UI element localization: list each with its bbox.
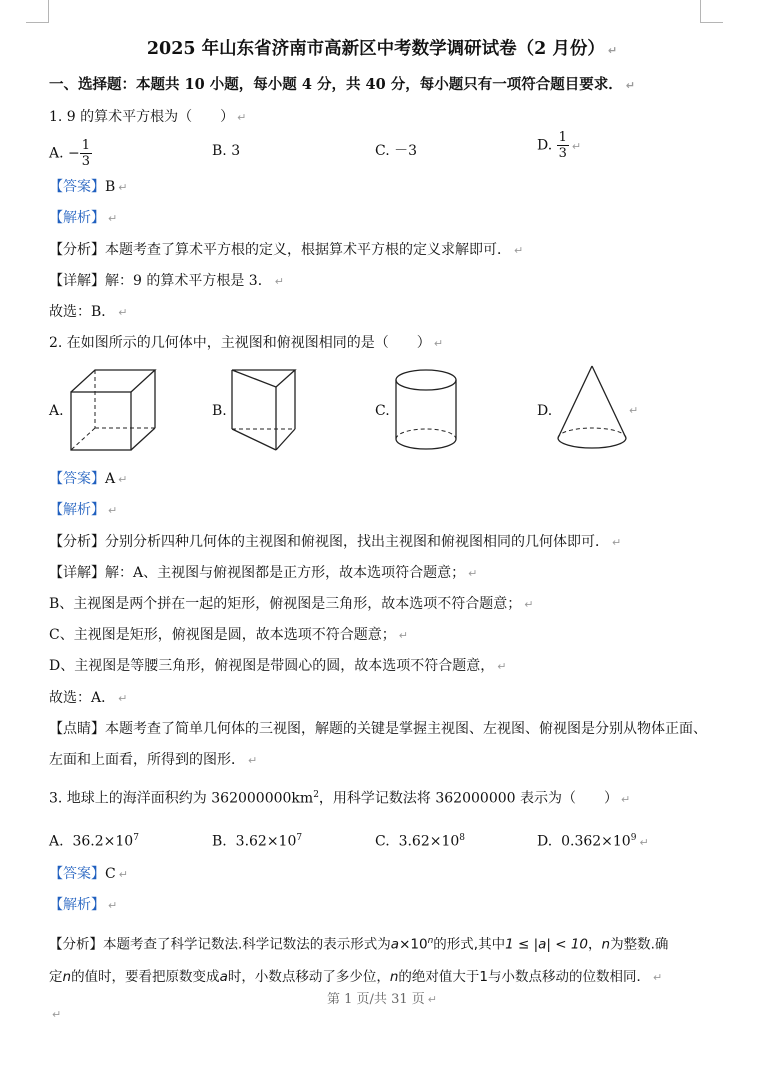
q2-xiangjie: 【详解】解：A、主视图与俯视图都是正方形，故本选项符合题意； ↵: [49, 565, 478, 581]
q1-choice: 故选：B． ↵: [49, 304, 128, 320]
q3-option-a: A. $36.2\times 10^7$: [49, 833, 139, 850]
q3-option-d: D. $0.362\times 10^9$ ↵: [537, 833, 649, 850]
q1-option-d: D. $\frac{1}{3}$ ↵: [537, 130, 582, 161]
fraction: $\frac{1}{3}$: [558, 130, 567, 161]
q1-fenxi: 【分析】本题考查了算术平方根的定义，根据算术平方根的定义求解即可． ↵: [49, 242, 524, 258]
q3-option-c: C. $3.62\times 10^8$: [375, 833, 466, 850]
q2-option-b-label: B.: [212, 403, 227, 419]
q3-answer: 【答案】C ↵: [49, 866, 128, 882]
paragraph-mark: ↵: [52, 1008, 62, 1021]
q1-xiangjie: 【详解】解：9 的算术平方根是 3． ↵: [49, 273, 284, 289]
q2-stem: 2. 在如图所示的几何体中，主视图和俯视图相同的是（ ） ↵: [49, 335, 444, 351]
q2-analysis-label: 【解析】 ↵: [49, 502, 118, 518]
q2-answer: 【答案】A ↵: [49, 471, 128, 487]
q1-analysis-label: 【解析】 ↵: [49, 210, 118, 226]
q1-stem: 1. 9 的算术平方根为（ ） ↵: [49, 109, 247, 125]
q3-option-b: B. $3.62\times 10^7$: [212, 833, 303, 850]
fraction: $\frac{1}{3}$: [81, 138, 91, 169]
page-corner-mark-right: [700, 0, 723, 23]
cone-icon: [554, 363, 632, 453]
q2-dianjing-cont: 左面和上面看，所得到的图形． ↵: [49, 752, 258, 768]
q3-stem: 3. 地球上的海洋面积约为 $362000000km^2$，用科学记数法将 362000000 表示为（ ） ↵: [49, 790, 631, 807]
cylinder-icon: [392, 367, 460, 453]
q2-option-c-label: C.: [375, 403, 390, 419]
cube-icon: [68, 367, 158, 453]
q2-line-b: B、主视图是两个拼在一起的矩形，俯视图是三角形，故本选项不符合题意； ↵: [49, 596, 534, 612]
triangular-prism-icon: [229, 367, 299, 453]
q1-answer: 【答案】B ↵: [49, 179, 128, 195]
page-title: 2025 年山东省济南市高新区中考数学调研试卷（2 月份） ↵: [146, 39, 618, 59]
q2-dianjing: 【点睛】本题考查了简单几何体的三视图，解题的关键是掌握主视图、左视图、俯视图是分别从物体正面、: [49, 721, 707, 737]
page-corner-mark-left: [26, 0, 49, 23]
section-heading: 一、选择题：本题共 10 小题，每小题 4 分，共 40 分，每小题只有一项符合题目要求． ↵: [49, 76, 635, 93]
q2-line-d: D、主视图是等腰三角形，俯视图是带圆心的圆，故本选项不符合题意， ↵: [49, 658, 507, 674]
q3-fenxi: 【分析】本题考查了科学记数法.科学记数法的表示形式为$a\times 10^n$的形式,其中1 ≤ |a| < 10，n为整数.确: [49, 936, 669, 953]
q2-option-a-label: A.: [49, 403, 64, 419]
q2-option-d-label: D.: [537, 403, 553, 419]
q2-line-c: C、主视图是矩形，俯视图是圆，故本选项不符合题意； ↵: [49, 627, 408, 643]
q3-fenxi-cont: 定n的值时，要看把原数变成a时，小数点移动了多少位，n的绝对值大于1与小数点移动的位数相同． ↵: [49, 969, 663, 985]
q3-analysis-label: 【解析】 ↵: [49, 897, 118, 913]
paragraph-mark: ↵: [629, 404, 639, 417]
q1-option-a: A. − $\frac{1}{3}$: [49, 138, 91, 169]
page-footer: 第 1 页/共 31 页 ↵: [327, 992, 437, 1007]
q2-choice: 故选：A． ↵: [49, 690, 128, 706]
q1-option-c: C. －3: [375, 143, 418, 159]
q2-fenxi: 【分析】分别分析四种几何体的主视图和俯视图，找出主视图和俯视图相同的几何体即可． ↵: [49, 534, 622, 550]
q1-option-b: B. 3: [212, 143, 241, 159]
